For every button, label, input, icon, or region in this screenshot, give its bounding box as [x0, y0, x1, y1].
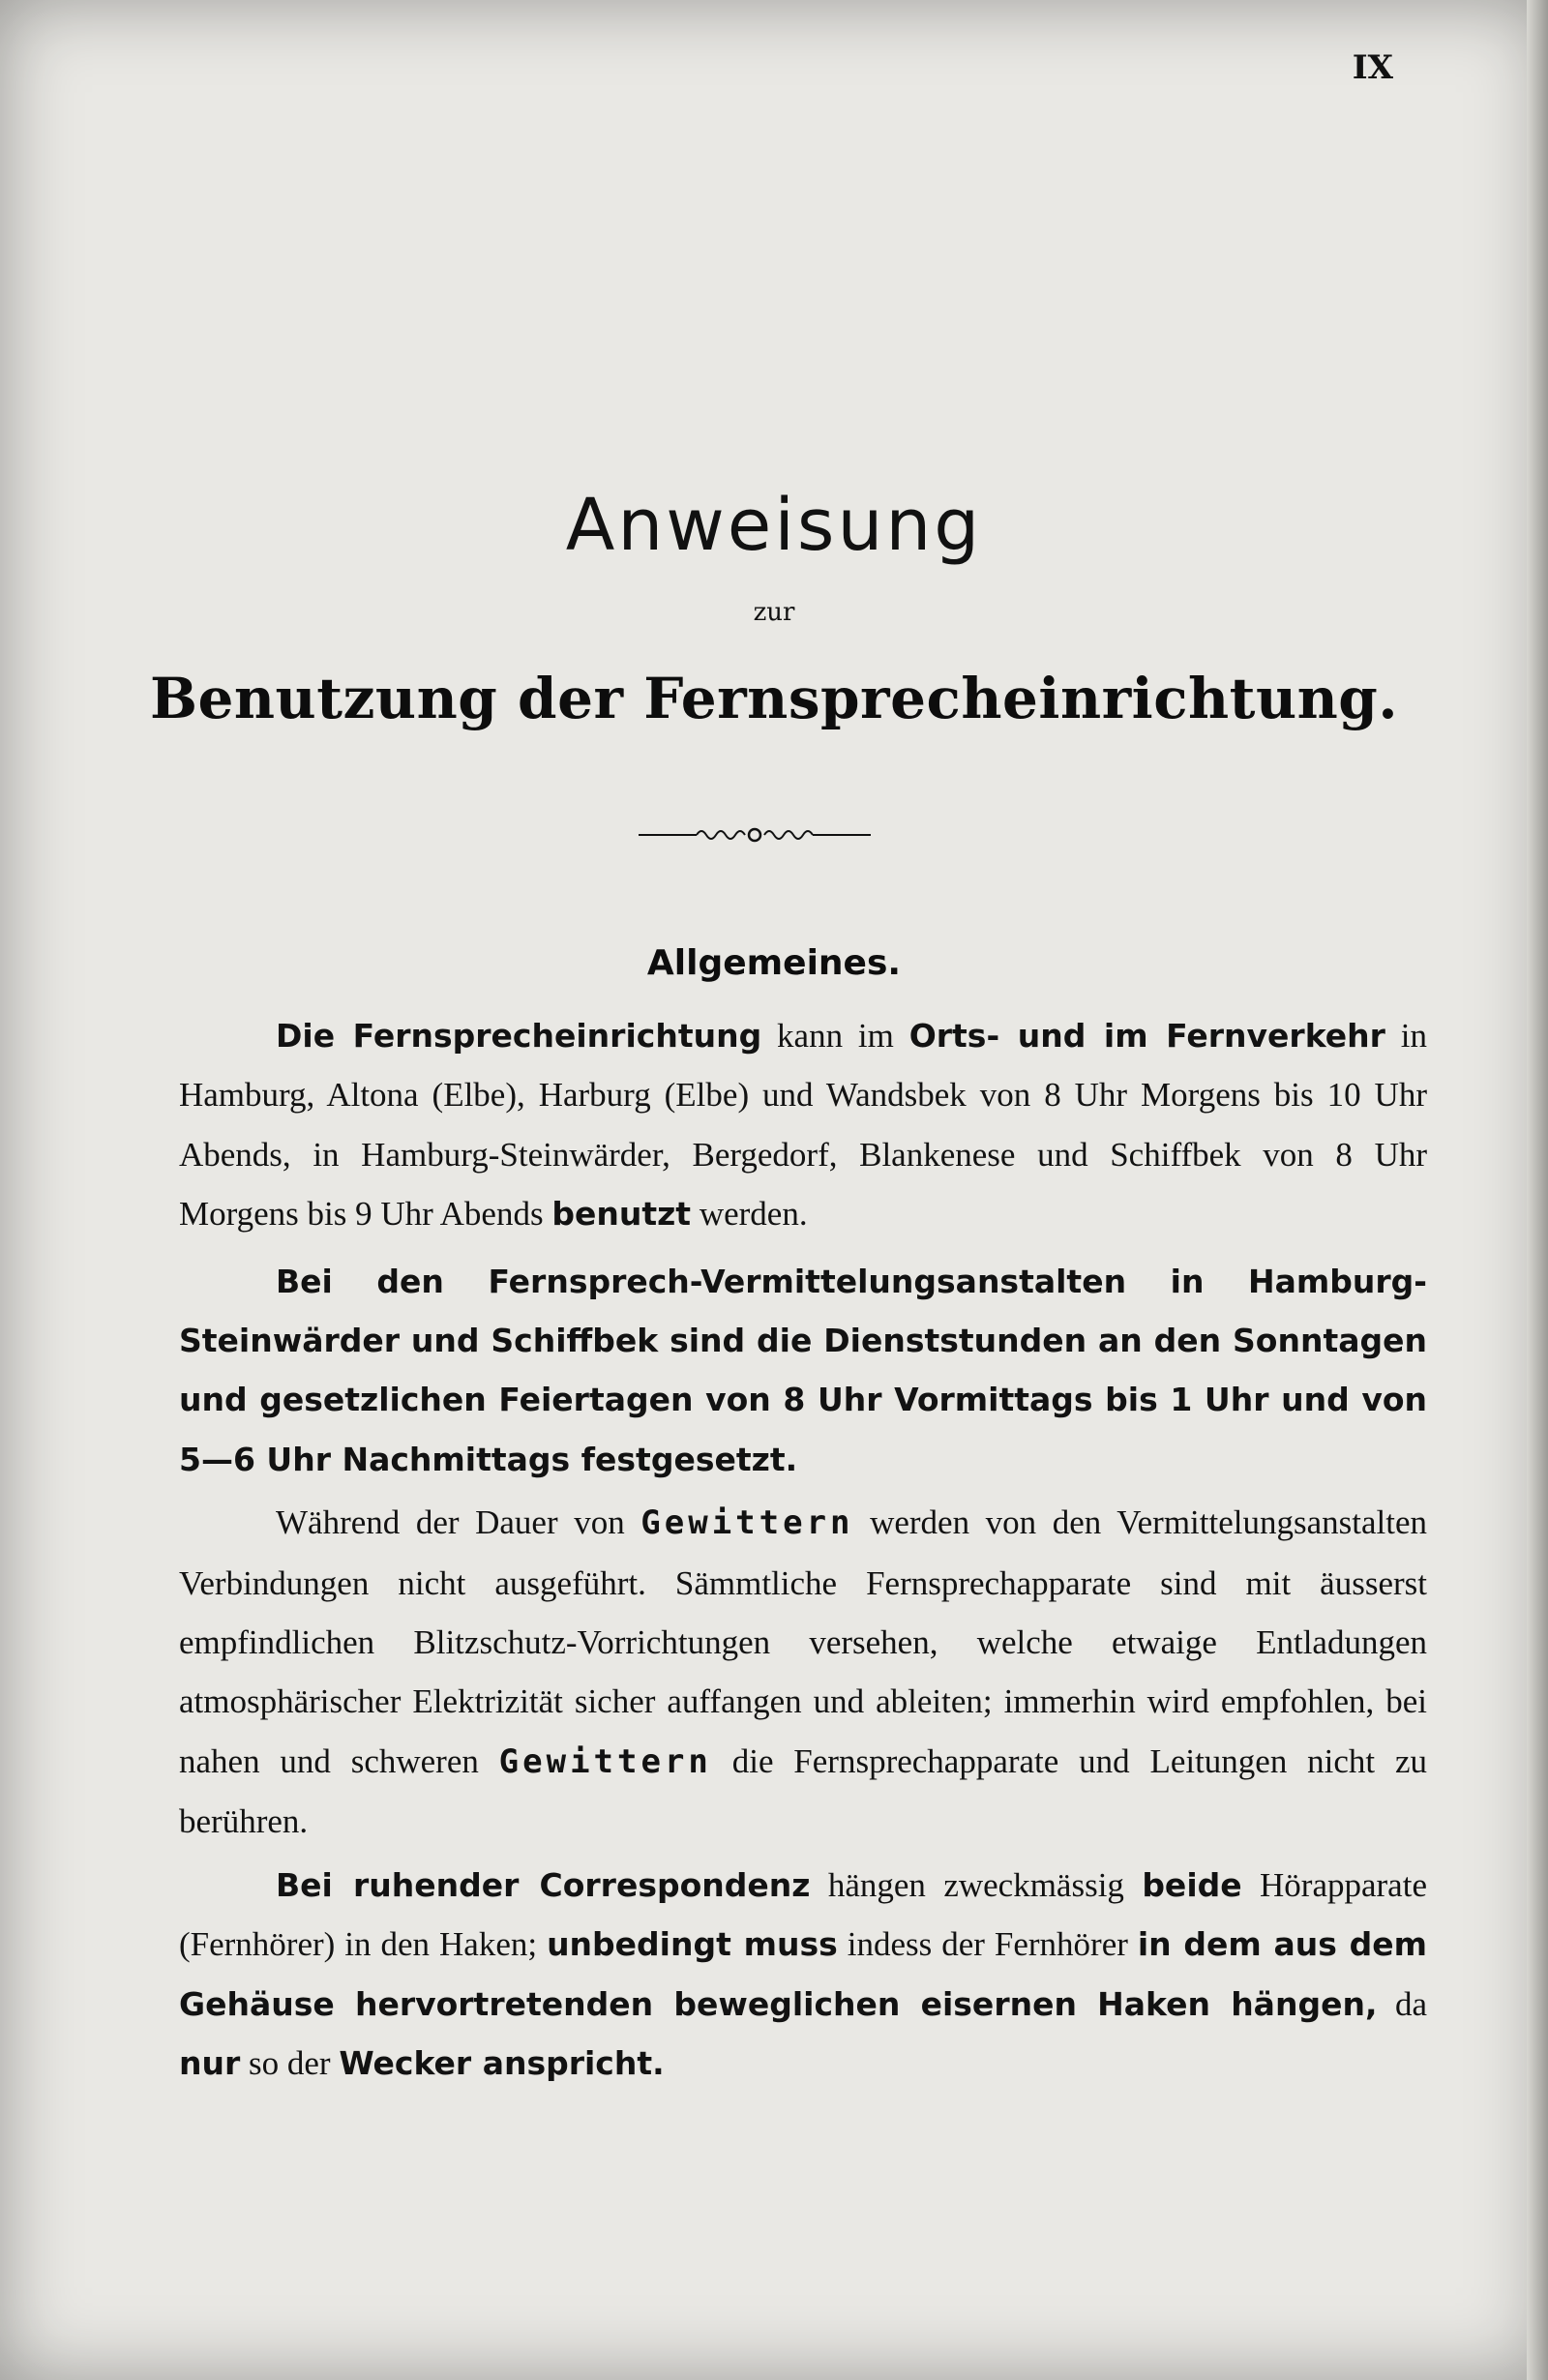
text-run: Hörapparate (Fernhörer) in den Haken; — [179, 1865, 1427, 1964]
text-run: so der — [240, 2043, 340, 2082]
bold-phrase: Wecker anspricht. — [339, 2043, 665, 2082]
text-run: hängen zweckmässig — [810, 1865, 1143, 1904]
title-connector: zur — [753, 598, 795, 627]
bold-phrase: nur — [179, 2043, 241, 2082]
text-run: werden. — [691, 1195, 808, 1234]
paragraph-2 — [179, 1252, 1427, 1490]
spaced-bold-word: Gewittern — [640, 1503, 854, 1543]
bold-phrase: Die Fernsprecheinrichtung — [276, 1017, 762, 1055]
text-run: kann im — [761, 1017, 909, 1055]
page-number: IX — [1352, 48, 1393, 87]
paragraph-1 — [179, 1006, 1427, 1244]
text-run: da — [1377, 1984, 1427, 2023]
section-heading: Allgemeines. — [646, 943, 902, 983]
spaced-bold-word: Gewittern — [498, 1741, 712, 1781]
ornament-divider-icon — [639, 820, 871, 849]
body-text — [179, 1006, 1427, 2093]
text-run: Während der Dauer von — [276, 1503, 641, 1542]
text-run: die Fernsprechapparate und Leitungen nicht zu berühren. — [179, 1741, 1427, 1841]
document-subtitle: Benutzung der Fernsprecheinrichtung. — [149, 666, 1399, 731]
bold-phrase: beide — [1142, 1865, 1242, 1904]
bold-phrase: in dem aus dem Gehäuse hervortretenden beweglichen eisernen Haken hängen, — [179, 1925, 1428, 2023]
bold-phrase: unbedingt muss — [547, 1925, 838, 1964]
text-run: werden von den Vermittelungsanstalten Verbindungen nicht ausgeführt. Sämmtliche Fernsprechapparate sind mit äusserst empfindlichen Blitzschutz-Vorrichtungen versehen, welche etwaige Entladungen atmosphärischer Elektrizität sicher auffangen und ableiten; immerhin wird empfohlen, bei nahen und schweren — [179, 1503, 1427, 1780]
page-edge — [1527, 0, 1548, 2380]
bold-phrase: Bei ruhender Correspondenz — [276, 1865, 811, 1904]
bold-phrase: Orts- und im Fernverkehr — [908, 1017, 1385, 1055]
document-title: Anweisung — [565, 484, 983, 567]
paragraph-3 — [179, 1493, 1427, 1851]
paragraph-4 — [179, 1856, 1427, 2094]
text-run: in Hamburg, Altona (Elbe), Harburg (Elbe) und Wandsbek von 8 Uhr Morgens bis 10 Uhr Abends, in Hamburg-Steinwärder, Bergedorf, Blankenese und Schiffbek von 8 Uhr Morgens bis 9 Uhr Abends — [179, 1017, 1427, 1234]
bold-paragraph-text: Bei den Fernsprech-Vermittelungsanstalten in Hamburg-Steinwärder und Schiffbek sind die Dienststunden an den Sonntagen und gesetzlichen Feiertagen von 8 Uhr Vormittags bis 1 Uhr und von 5—6 Uhr Nachmittags festgesetzt. — [179, 1262, 1427, 1478]
bold-phrase: benutzt — [551, 1195, 692, 1234]
text-run: indess der Fernhörer — [837, 1925, 1138, 1964]
